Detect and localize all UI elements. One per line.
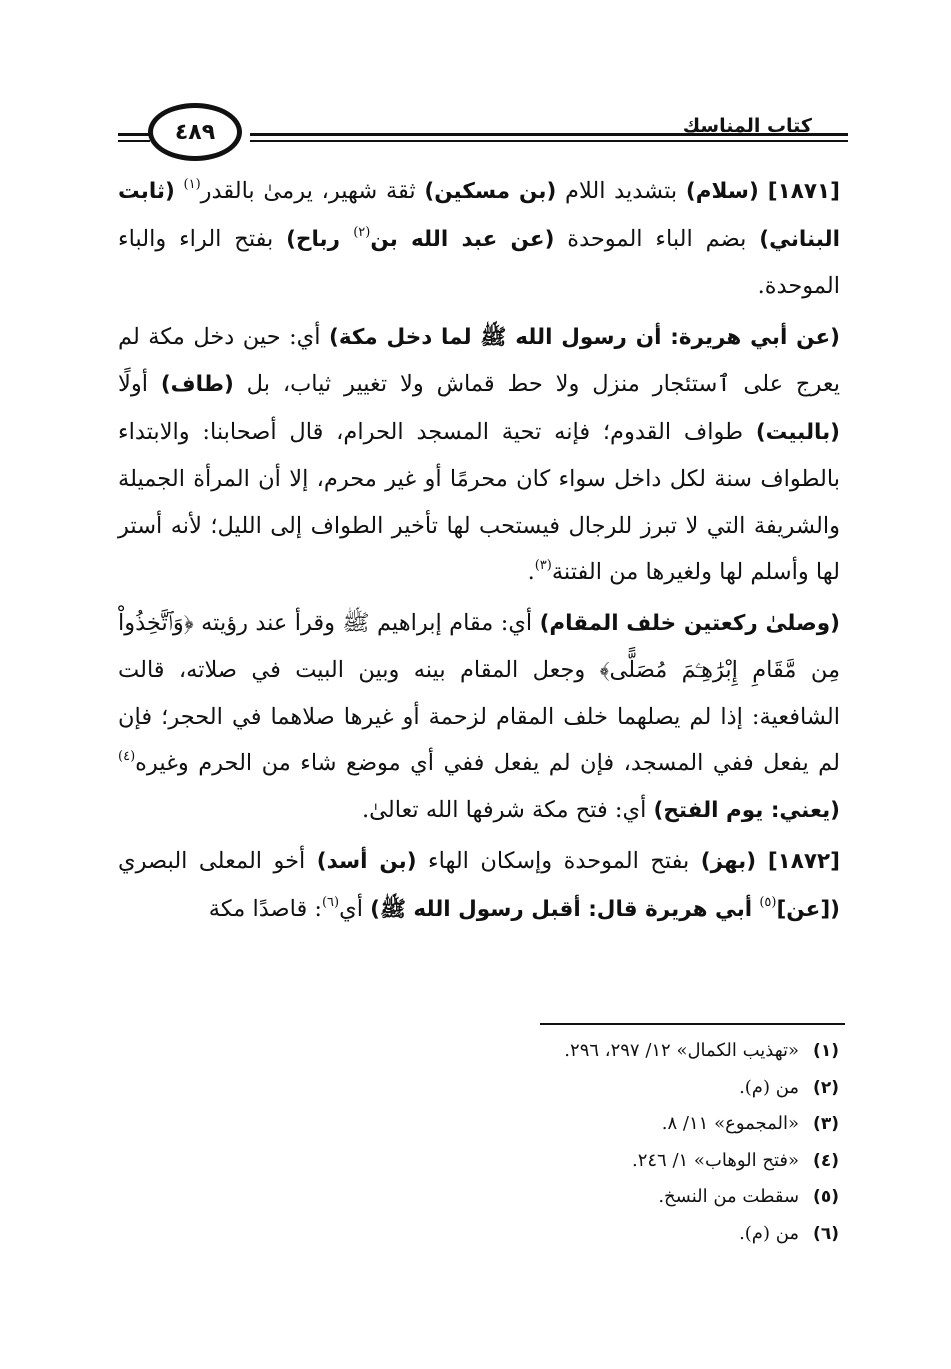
text-run: ثقة شهير، يرمىٰ بالقدر [200, 178, 425, 204]
bold-phrase: (يعني: يوم الفتح) [653, 797, 840, 823]
footnote-separator [540, 1023, 845, 1025]
footnote-item [239, 1143, 839, 1180]
footnote-text: «المجموع» ١١/ ٨. [661, 1113, 800, 1134]
bold-phrase: [١٨٧١] (سلام) [685, 179, 840, 204]
footnote-item [239, 1106, 839, 1143]
footnote-number: (٥) [813, 1187, 839, 1207]
text-run: أي: مقام إبراهيم ﷺ وقرأ عند رؤيته [193, 609, 540, 636]
page-number: ٤٨٩ [174, 119, 216, 145]
footnote-item [239, 1033, 839, 1070]
text-run: بفتح الموحدة وإسكان الهاء [416, 848, 701, 874]
bold-phrase: (وصلىٰ ركعتين خلف المقام) [539, 610, 840, 636]
footnote-text: من (م). [739, 1076, 800, 1098]
paragraph [118, 168, 840, 310]
footnote-number: (٢) [813, 1077, 839, 1098]
text-run: طواف القدوم؛ فإنه تحية المسجد الحرام، قال أصحابنا: والابتداء بالطواف سنة لكل داخل سواء كان محرمًا أو غير محرم، إلا أن المرأة الجميلة والشريفة التي لا تبرز للرجال فيستحب لها تأخير الطواف إلى الليل؛ لأنه أستر لها وأسلم لها ولغيرها من الفتنة [118, 418, 840, 585]
paragraph [118, 600, 840, 835]
quran-verse: ﴿وَٱتَّخِذُواْ مِن مَّقَامِ إِبْرَٰهِـۧمَ مُصَلًّى﴾ [118, 609, 840, 683]
bold-phrase: رباح) [286, 226, 354, 252]
footnote-item [239, 1179, 839, 1216]
footnote-number: (١) [813, 1041, 839, 1061]
footnote-text: سقطت من النسخ. [658, 1186, 800, 1207]
text-run: أولًا [118, 371, 161, 397]
bold-phrase: (عن أبي هريرة: أن رسول الله ﷺ لما دخل مكة) [329, 324, 840, 350]
page-header [118, 95, 848, 175]
footnote-number: (٦) [813, 1223, 839, 1244]
text-run: : قاصدًا مكة [208, 895, 322, 922]
footnote-ref: (٣) [534, 558, 552, 573]
bold-phrase: (بالبيت) [755, 419, 840, 445]
chapter-title: كتاب المناسك [682, 115, 812, 137]
text-run: بتشديد اللام [556, 178, 686, 204]
paragraph [118, 838, 840, 933]
bold-phrase: [١٨٧٢] (بهز) [700, 849, 840, 874]
header-rule-left-thin [118, 140, 150, 142]
bold-phrase: (عن عبد الله بن [370, 226, 555, 252]
text-run: وجعل المقام بينه وبين البيت في صلاته، قالت الشافعية: إذا لم يصلهما خلف المقام لزحمة أو غيرها صلاهما في الحجر؛ فإن لم يفعل ففي المسجد، فإن لم يفعل ففي أي موضع شاء من الحرم وغيره [118, 657, 840, 776]
main-text [118, 168, 840, 937]
footnote-text: من (م). [739, 1222, 800, 1244]
bold-phrase: (ثابت البناني) [118, 179, 840, 252]
header-rule-right-thin [250, 140, 848, 142]
text-run: . [527, 559, 535, 585]
footnote-ref: (٢) [353, 224, 371, 240]
text-run: أخو المعلى البصري [118, 848, 317, 874]
footnote-ref: (٥) [759, 894, 777, 910]
footnote-text: «تهذيب الكمال» ١٢/ ٢٩٧، ٢٩٦. [564, 1040, 800, 1061]
bold-phrase: (بن أسد) [316, 849, 417, 874]
paragraph [118, 314, 840, 596]
text-run: بضم الباء الموحدة [554, 225, 760, 252]
bold-phrase: (طاف) [160, 372, 234, 397]
text-run: أي: حين دخل مكة لم يعرج على ٱستئجار منزل ولا حط قماش ولا تغيير ثياب، بل [118, 323, 840, 397]
footnote-number: (٤) [813, 1150, 839, 1171]
footnotes [239, 1033, 839, 1252]
footnote-item [239, 1216, 839, 1253]
page-number-badge [148, 103, 242, 161]
footnote-number: (٣) [813, 1114, 839, 1134]
bold-phrase: ([عن] [776, 896, 840, 922]
header-rule-left [118, 133, 150, 136]
footnote-ref: (١) [183, 177, 201, 192]
text-run [175, 178, 184, 204]
text-run: أي: فتح مكة شرفها الله تعالىٰ. [361, 796, 654, 823]
text-run: أي [339, 895, 371, 922]
footnote-text: «فتح الوهاب» ١/ ٢٤٦. [631, 1149, 800, 1171]
text-run: بفتح الراء والباء الموحدة. [118, 225, 840, 299]
footnote-item [239, 1070, 839, 1107]
footnote-ref: (٦) [321, 894, 340, 910]
footnote-ref: (٤) [118, 749, 136, 764]
bold-phrase: (بن مسكين) [424, 179, 557, 204]
bold-phrase: أبي هريرة قال: أقبل رسول الله ﷺ) [370, 896, 753, 922]
